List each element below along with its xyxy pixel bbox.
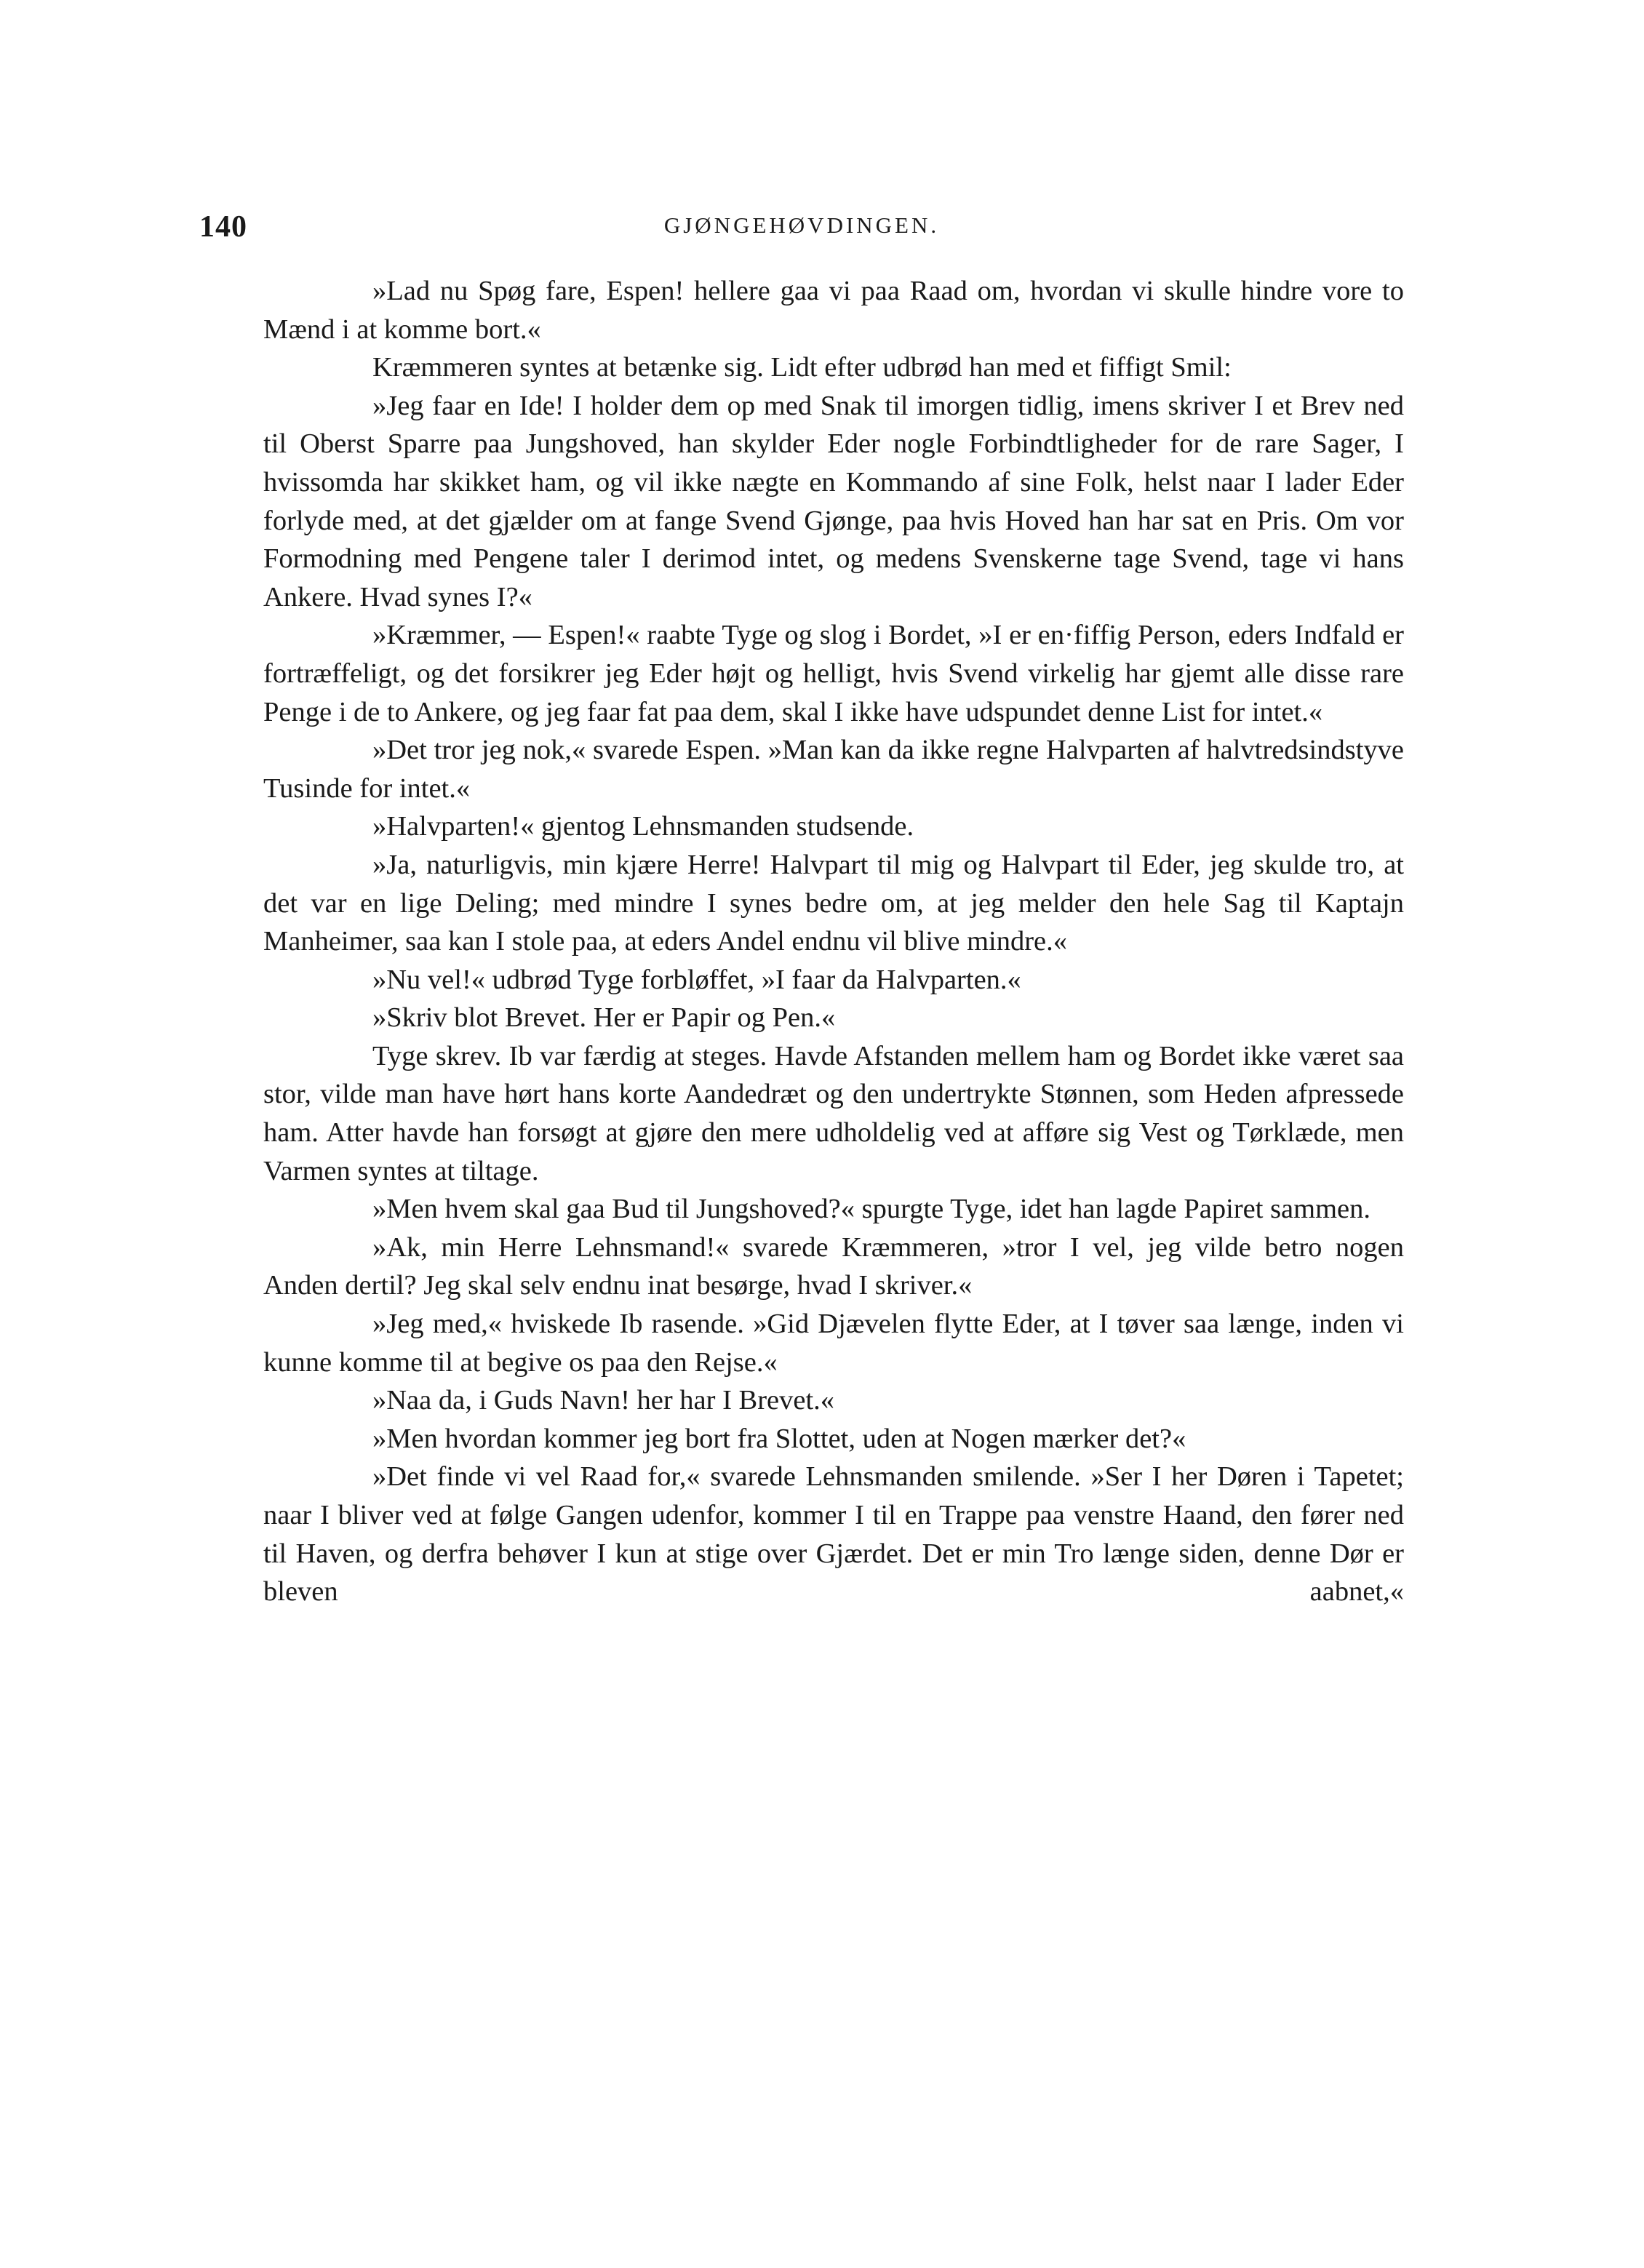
paragraph: »Nu vel!« udbrød Tyge forbløffet, »I faar da Halvparten.« xyxy=(372,964,1021,995)
paragraph: »Ak, min Herre Lehnsmand!« svarede Kræmmeren, »tror I vel, jeg vilde betro nogen Anden dertil? Jeg skal selv endnu inat besørge, hvad I skriver.« xyxy=(263,1231,1404,1301)
paragraph: Kræmmeren syntes at betænke sig. Lidt efter udbrød han med et fiffigt Smil: xyxy=(372,352,1232,383)
paragraph: »Jeg med,« hviskede Ib rasende. »Gid Djævelen flytte Eder, at I tøver saa længe, inden vi kunne komme til at begive os paa den Rejse.« xyxy=(263,1309,1404,1378)
paragraph: Tyge skrev. Ib var færdig at steges. Havde Afstanden mellem ham og Bordet ikke været saa stor, vilde man have hørt hans korte Aandedræt og den undertrykte Stønnen, som Heden afpressede ham. Atter havde han forsøgt at gjøre den mere udholdelig ved at afføre sig Vest og Tørklæde, men Varmen syntes at tiltage. xyxy=(263,1040,1404,1186)
paragraph: »Naa da, i Guds Navn! her har I Brevet.« xyxy=(372,1385,835,1416)
paragraph: »Kræmmer, — Espen!« raabte Tyge og slog i Bordet, »I er en·fiffig Person, eders Indfald er fortræffeligt, og det forsikrer jeg Eder højt og helligt, hvis Svend virkelig har gjemt alle disse rare Penge i de to Ankere, og jeg faar fat paa dem, skal I ikke have udspundet denne List for intet.« xyxy=(263,620,1404,727)
body-text xyxy=(263,272,1404,1611)
paragraph: »Det finde vi vel Raad for,« svarede Lehnsmanden smilende. »Ser I her Døren i Tapetet; naar I bliver ved at følge Gangen udenfor, kommer I til en Trappe paa venstre Haand, den fører ned til Haven, og derfra behøver I kun at stige over Gjærdet. Det er min Tro længe siden, denne Dør er bleven aabnet,« xyxy=(263,1461,1404,1608)
page-number: 140 xyxy=(199,210,247,244)
paragraph: »Jeg faar en Ide! I holder dem op med Snak til imorgen tidlig, imens skriver I et Brev ned til Oberst Sparre paa Jungshoved, han skylder Eder nogle Forbindtligheder for de rare Sager, I hvissomda har skikket ham, og vil ikke nægte en Kommando af sine Folk, helst naar I lader Eder forlyde med, at det gjælder om at fange Svend Gjønge, paa hvis Hoved han har sat en Pris. Om vor Formodning med Pengene taler I derimod intet, og medens Svenskerne tage Svend, tage vi hans Ankere. Hvad synes I?« xyxy=(263,390,1404,612)
paragraph: »Halvparten!« gjentog Lehnsmanden studsende. xyxy=(372,811,914,842)
running-title: GJØNGEHØVDINGEN. xyxy=(663,212,940,238)
paragraph: »Men hvordan kommer jeg bort fra Slottet, uden at Nogen mærker det?« xyxy=(372,1423,1186,1454)
paragraph: »Skriv blot Brevet. Her er Papir og Pen.« xyxy=(372,1002,836,1034)
paragraph: »Men hvem skal gaa Bud til Jungshoved?« spurgte Tyge, idet han lagde Papiret sammen. xyxy=(372,1194,1370,1225)
page-header xyxy=(199,209,1404,253)
paragraph: »Det tror jeg nok,« svarede Espen. »Man kan da ikke regne Halvparten af halvtredsindstyve Tusinde for intet.« xyxy=(263,735,1404,804)
paragraph: »Ja, naturligvis, min kjære Herre! Halvpart til mig og Halvpart til Eder, jeg skulde tro, at det var en lige Deling; med mindre I synes bedre om, at jeg melder den hele Sag til Kaptajn Manheimer, saa kan I stole paa, at eders Andel endnu vil blive mindre.« xyxy=(263,849,1404,957)
paragraph: »Lad nu Spøg fare, Espen! hellere gaa vi paa Raad om, hvordan vi skulle hindre vore to Mænd i at komme bort.« xyxy=(263,276,1404,345)
